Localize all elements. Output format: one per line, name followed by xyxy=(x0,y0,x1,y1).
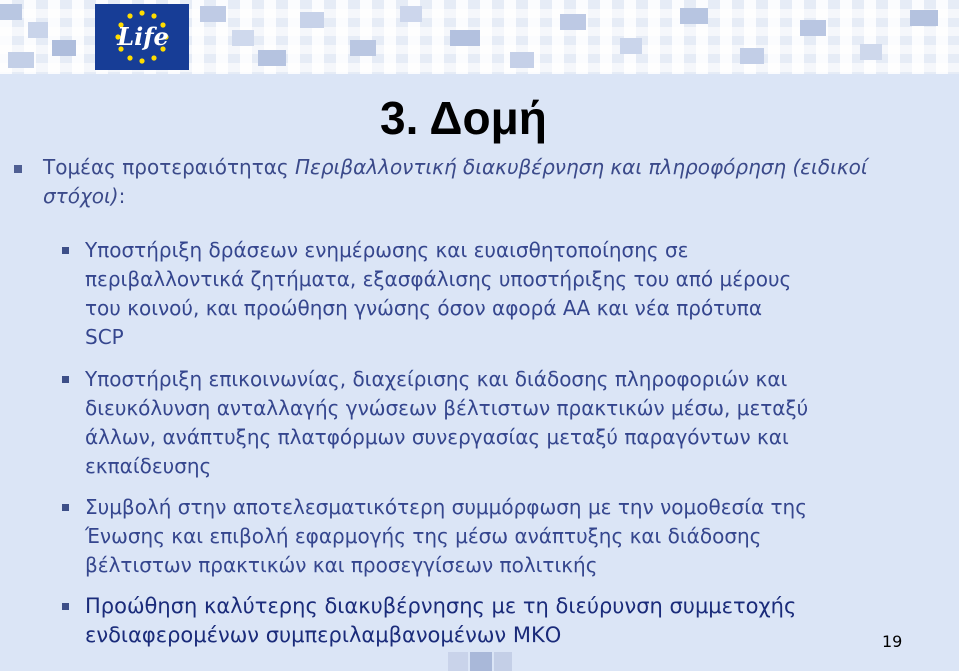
list-item xyxy=(85,493,945,580)
item-line: ενδιαφερομένων συμπεριλαμβανομένων ΜΚΟ xyxy=(85,623,562,647)
item-line: Υποστήριξη επικοινωνίας, διαχείρισης και διάδοσης πληροφοριών και xyxy=(85,367,788,391)
item-line: Υποστήριξη δράσεων ενημέρωσης και ευαισθητοποίησης σε xyxy=(85,238,689,262)
footer-mosaic-block xyxy=(448,652,468,671)
item-line: βέλτιστων πρακτικών και προσεγγίσεων πολιτικής xyxy=(85,553,598,577)
page-number: 19 xyxy=(882,632,903,651)
intro-paragraph xyxy=(43,153,923,211)
intro-lead: Τομέας προτεραιότητας xyxy=(43,155,296,179)
footer-mosaic-block xyxy=(470,652,492,671)
item-line: Ένωσης και επιβολή εφαρμογής της μέσω ανάπτυξης και διάδοσης xyxy=(85,524,762,548)
footer-mosaic-block xyxy=(494,652,512,671)
intro-tail: : xyxy=(118,184,126,208)
square-bullet-icon xyxy=(62,247,69,254)
list-item xyxy=(85,236,945,352)
eu-life-logo xyxy=(95,4,189,70)
item-line: του κοινού, και προώθηση γνώσης όσον αφορά ΑΑ και νέα πρότυπα xyxy=(85,296,763,320)
square-bullet-icon xyxy=(62,504,69,511)
item-line: εκπαίδευσης xyxy=(85,454,212,478)
header-mosaic-band xyxy=(0,0,959,74)
list-item xyxy=(85,365,945,481)
item-line: Προώθηση καλύτερης διακυβέρνησης με τη διεύρυνση συμμετοχής xyxy=(85,594,797,618)
square-bullet-icon xyxy=(62,603,69,610)
item-line: περιβαλλοντικά ζητήματα, εξασφάλισης υποστήριξης του από μέρους xyxy=(85,267,792,291)
item-line: διευκόλυνση ανταλλαγής γνώσεων βέλτιστων πρακτικών μέσω, μεταξύ xyxy=(85,396,809,420)
square-bullet-icon xyxy=(14,165,22,173)
item-line: Συμβολή στην αποτελεσματικότερη συμμόρφωση με την νομοθεσία της xyxy=(85,495,807,519)
square-bullet-icon xyxy=(62,376,69,383)
intro-italic: Περιβαλλοντική διακυβέρνηση και πληροφόρηση (ειδικοί στόχοι) xyxy=(43,155,868,208)
list-item xyxy=(85,592,945,650)
slide-title: 3. Δομή xyxy=(380,92,547,144)
item-line: SCP xyxy=(85,325,124,349)
item-line: άλλων, ανάπτυξης πλατφόρμων συνεργασίας μεταξύ παραγόντων και xyxy=(85,425,789,449)
logo-text: Life xyxy=(117,22,169,51)
